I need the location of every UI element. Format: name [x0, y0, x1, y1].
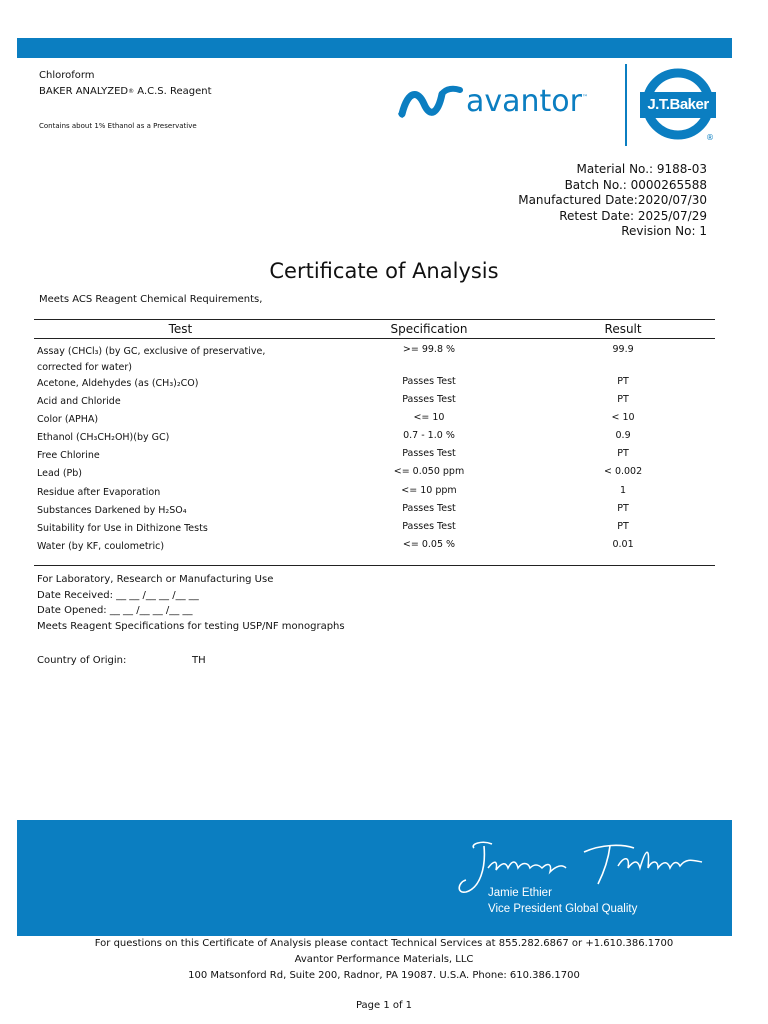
- document-meta: [518, 162, 707, 240]
- page-number: Page 1 of 1: [355, 1000, 413, 1011]
- batch-number: Batch No.: 0000265588: [564, 177, 707, 192]
- product-name: Chloroform: [39, 70, 95, 81]
- test-cell: Suitability for Use in Dithizone Tests: [37, 522, 208, 534]
- spec-cell: <= 0.05 %: [327, 539, 531, 566]
- product-grade: [39, 84, 212, 100]
- spec-cell: >= 99.8 %: [402, 344, 456, 355]
- date-received-field: Date Received: __ __ /__ __ /__ __: [37, 589, 199, 601]
- spec-cell: <= 10 ppm: [401, 484, 457, 496]
- table-row: [34, 485, 715, 503]
- signatory-role: Vice President Global Quality: [488, 903, 638, 915]
- usp-statement: Meets Reagent Specifications for testing USP/NF monographs: [37, 620, 345, 632]
- table-row: [34, 466, 715, 484]
- table-row: [34, 503, 715, 521]
- test-cell: Color (APHA): [37, 414, 99, 426]
- result-cell: 99.9: [612, 344, 634, 355]
- test-cell: Residue after Evaporation: [37, 486, 161, 498]
- avantor-mark-icon: [398, 84, 464, 120]
- jtbaker-wordmark: J.T.Baker: [647, 96, 709, 113]
- test-name-cont: corrected for water): [37, 362, 133, 373]
- result-cell: < 0.002: [603, 466, 643, 478]
- jtbaker-logo: [640, 66, 716, 146]
- table-row: [34, 339, 715, 377]
- test-cell: Acid and Chloride: [37, 396, 121, 408]
- preservative-note: Contains about 1% Ethanol as a Preservative: [39, 122, 197, 130]
- signature-banner: [17, 820, 732, 936]
- usage-notes: [37, 572, 345, 634]
- footer-company: Avantor Performance Materials, LLC: [294, 954, 474, 965]
- result-cell: < 10: [611, 412, 635, 424]
- spec-cell: Passes Test: [402, 448, 456, 460]
- test-cell: Water (by KF, coulometric): [34, 539, 327, 566]
- table-row: [34, 394, 715, 412]
- country-of-origin: [37, 653, 206, 669]
- material-number: Material No.: 9188-03: [576, 162, 707, 176]
- jtbaker-registered: ®: [706, 133, 714, 142]
- table-row: [34, 376, 715, 394]
- table-header-row: [34, 320, 715, 339]
- spec-cell: Passes Test: [402, 376, 456, 387]
- result-cell: 0.01: [531, 539, 715, 566]
- footer-address: 100 Matsonford Rd, Suite 200, Radnor, PA 19087. U.S.A. Phone: 610.386.1700: [188, 970, 580, 981]
- table-row: [34, 430, 715, 448]
- requirements-note: Meets ACS Reagent Chemical Requirements,: [39, 294, 263, 305]
- test-cell: Ethanol (CH₃CH₂OH)(by GC): [37, 432, 170, 444]
- result-cell: PT: [617, 394, 629, 406]
- results-table: [34, 319, 715, 566]
- result-cell: PT: [617, 520, 629, 532]
- header-test: Test: [34, 320, 327, 339]
- retest-date: Retest Date: 2025/07/29: [559, 208, 707, 223]
- avantor-wordmark: avantor: [466, 84, 582, 119]
- footer-contact: For questions on this Certificate of Analysis please contact Technical Services at 855.282.6867 or +1.610.386.1700: [94, 938, 674, 949]
- avantor-logo: [398, 84, 588, 120]
- date-opened-field: Date Opened: __ __ /__ __ /__ __: [37, 605, 193, 616]
- page-title: Certificate of Analysis: [269, 259, 499, 283]
- spec-cell: 0.7 - 1.0 %: [403, 430, 455, 442]
- grade-suffix: A.C.S. Reagent: [137, 86, 212, 97]
- avantor-tm: ™: [582, 94, 588, 101]
- header-specification: Specification: [327, 320, 531, 339]
- test-cell: Lead (Pb): [37, 468, 83, 480]
- grade-label: BAKER ANALYZED: [39, 86, 129, 97]
- spec-cell: <= 10: [413, 412, 445, 424]
- origin-value: TH: [192, 655, 206, 666]
- revision-number: Revision No: 1: [621, 224, 707, 238]
- result-cell: PT: [617, 376, 629, 387]
- table-row: [34, 539, 715, 566]
- spec-cell: Passes Test: [402, 502, 456, 514]
- table-row: [34, 448, 715, 466]
- table-row: [34, 521, 715, 539]
- header-result: Result: [531, 320, 715, 339]
- result-cell: 0.9: [615, 430, 631, 442]
- result-cell: PT: [617, 502, 629, 514]
- signatory-name: Jamie Ethier: [488, 887, 552, 899]
- use-statement: For Laboratory, Research or Manufacturing Use: [37, 574, 274, 585]
- manufactured-date: Manufactured Date:2020/07/30: [518, 193, 707, 207]
- result-cell: PT: [617, 448, 629, 460]
- spec-cell: Passes Test: [402, 520, 456, 532]
- test-name: Assay (CHCl₃) (by GC, exclusive of preservative,: [37, 346, 266, 357]
- origin-label: Country of Origin:: [37, 655, 127, 666]
- footer: [0, 936, 768, 984]
- grade-mark: ®: [128, 88, 135, 95]
- test-cell: [34, 339, 327, 377]
- spec-cell: <= 0.050 ppm: [393, 466, 465, 478]
- result-cell: 1: [620, 484, 627, 496]
- table-row: [34, 412, 715, 430]
- test-cell: Substances Darkened by H₂SO₄: [37, 504, 187, 516]
- logo-divider: [625, 64, 627, 146]
- spec-cell: Passes Test: [402, 394, 456, 406]
- top-banner: [17, 38, 732, 58]
- test-cell: Free Chlorine: [37, 450, 100, 462]
- test-cell: Acetone, Aldehydes (as (CH₃)₂CO): [37, 378, 199, 389]
